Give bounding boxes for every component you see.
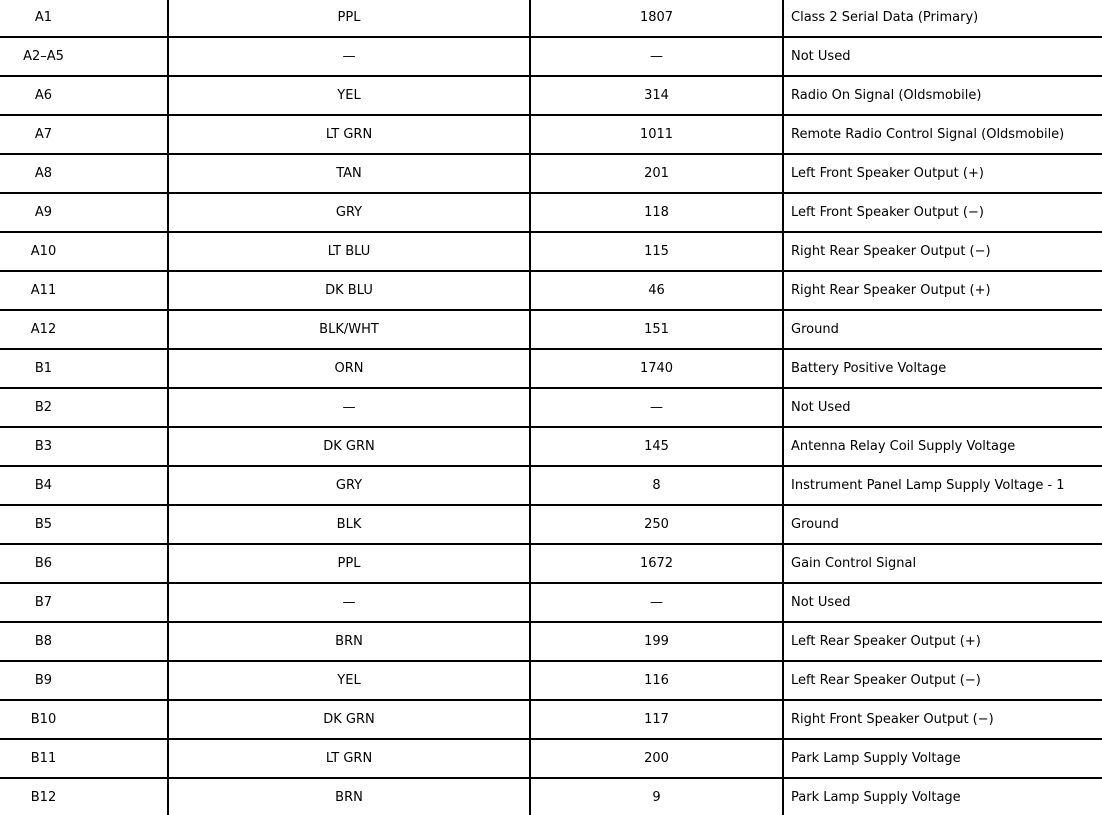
table-row: [0, 544, 1102, 583]
table-row: [0, 778, 1102, 815]
wire-color-cell: BRN: [168, 778, 530, 815]
function-cell: Right Rear Speaker Output (−): [783, 232, 1102, 271]
pin-cell: B5: [0, 505, 168, 544]
table-row: [0, 349, 1102, 388]
function-cell: Remote Radio Control Signal (Oldsmobile): [783, 115, 1102, 154]
wire-color-cell: TAN: [168, 154, 530, 193]
circuit-number-cell: 115: [530, 232, 783, 271]
table-row: [0, 466, 1102, 505]
pin-cell: A10: [0, 232, 168, 271]
function-cell: Radio On Signal (Oldsmobile): [783, 76, 1102, 115]
function-cell: Left Rear Speaker Output (−): [783, 661, 1102, 700]
circuit-number-cell: 9: [530, 778, 783, 815]
circuit-number-cell: —: [530, 388, 783, 427]
circuit-number-cell: 1740: [530, 349, 783, 388]
pin-cell: A11: [0, 271, 168, 310]
wire-color-cell: GRY: [168, 193, 530, 232]
function-cell: Left Rear Speaker Output (+): [783, 622, 1102, 661]
wire-color-cell: BLK/WHT: [168, 310, 530, 349]
wire-color-cell: DK GRN: [168, 700, 530, 739]
pin-cell: B7: [0, 583, 168, 622]
circuit-number-cell: 117: [530, 700, 783, 739]
pin-cell: B11: [0, 739, 168, 778]
pin-cell: B10: [0, 700, 168, 739]
pin-cell: A6: [0, 76, 168, 115]
wire-color-cell: —: [168, 37, 530, 76]
table-row: [0, 37, 1102, 76]
function-cell: Battery Positive Voltage: [783, 349, 1102, 388]
wire-color-cell: LT GRN: [168, 739, 530, 778]
circuit-number-cell: —: [530, 583, 783, 622]
pin-cell: A2–A5: [0, 37, 168, 76]
wire-color-cell: GRY: [168, 466, 530, 505]
function-cell: Instrument Panel Lamp Supply Voltage - 1: [783, 466, 1102, 505]
table-row: [0, 76, 1102, 115]
wire-color-cell: ORN: [168, 349, 530, 388]
pin-cell: B8: [0, 622, 168, 661]
pin-cell: B6: [0, 544, 168, 583]
wire-color-cell: —: [168, 388, 530, 427]
circuit-number-cell: 1011: [530, 115, 783, 154]
circuit-number-cell: 314: [530, 76, 783, 115]
function-cell: Right Rear Speaker Output (+): [783, 271, 1102, 310]
pin-cell: B9: [0, 661, 168, 700]
circuit-number-cell: 145: [530, 427, 783, 466]
wire-color-cell: —: [168, 583, 530, 622]
table-row: [0, 310, 1102, 349]
function-cell: Class 2 Serial Data (Primary): [783, 0, 1102, 37]
circuit-number-cell: 151: [530, 310, 783, 349]
function-cell: Not Used: [783, 37, 1102, 76]
wire-color-cell: LT BLU: [168, 232, 530, 271]
wire-color-cell: PPL: [168, 544, 530, 583]
pin-cell: A1: [0, 0, 168, 37]
wire-color-cell: BLK: [168, 505, 530, 544]
function-cell: Park Lamp Supply Voltage: [791, 789, 961, 805]
wire-color-cell: YEL: [168, 76, 530, 115]
pin-cell: A9: [0, 193, 168, 232]
circuit-number-cell: 1807: [530, 0, 783, 37]
function-cell: Right Front Speaker Output (−): [783, 700, 1102, 739]
pin-cell: B4: [0, 466, 168, 505]
circuit-number-cell: 199: [530, 622, 783, 661]
pin-cell: A8: [0, 154, 168, 193]
circuit-number-cell: 8: [530, 466, 783, 505]
wire-color-cell: DK GRN: [168, 427, 530, 466]
pin-cell: B12: [0, 778, 168, 815]
table-row: [0, 193, 1102, 232]
table-row: [0, 232, 1102, 271]
function-cell: Park Lamp Supply Voltage: [783, 739, 1102, 778]
wire-color-cell: PPL: [168, 0, 530, 37]
function-cell: Antenna Relay Coil Supply Voltage: [783, 427, 1102, 466]
circuit-number-cell: 116: [530, 661, 783, 700]
table-row: [0, 0, 1102, 37]
table-row: [0, 700, 1102, 739]
table-row: [0, 583, 1102, 622]
table-row: [0, 154, 1102, 193]
table-row: [0, 388, 1102, 427]
table-row: [0, 427, 1102, 466]
circuit-number-cell: —: [530, 37, 783, 76]
function-cell: Left Front Speaker Output (+): [783, 154, 1102, 193]
pin-cell: B2: [0, 388, 168, 427]
function-cell: Not Used: [783, 583, 1102, 622]
circuit-number-cell: 118: [530, 193, 783, 232]
function-cell: Ground: [783, 310, 1102, 349]
pin-cell: A7: [0, 115, 168, 154]
circuit-number-cell: 46: [530, 271, 783, 310]
table-row: [0, 271, 1102, 310]
table-row: [0, 115, 1102, 154]
wire-color-cell: YEL: [168, 661, 530, 700]
table-row: [0, 661, 1102, 700]
table-row: [0, 739, 1102, 778]
circuit-number-cell: 1672: [530, 544, 783, 583]
function-cell: Ground: [783, 505, 1102, 544]
function-cell: Left Front Speaker Output (−): [783, 193, 1102, 232]
pin-cell: B1: [0, 349, 168, 388]
pin-cell: B3: [0, 427, 168, 466]
table-row: [0, 505, 1102, 544]
function-cell: Not Used: [783, 388, 1102, 427]
circuit-number-cell: 200: [530, 739, 783, 778]
wire-color-cell: LT GRN: [168, 115, 530, 154]
wire-color-cell: DK BLU: [168, 271, 530, 310]
pin-cell: A12: [0, 310, 168, 349]
table-row: [0, 622, 1102, 661]
circuit-number-cell: 250: [530, 505, 783, 544]
function-cell: Gain Control Signal: [783, 544, 1102, 583]
circuit-number-cell: 201: [530, 154, 783, 193]
wire-color-cell: BRN: [168, 622, 530, 661]
